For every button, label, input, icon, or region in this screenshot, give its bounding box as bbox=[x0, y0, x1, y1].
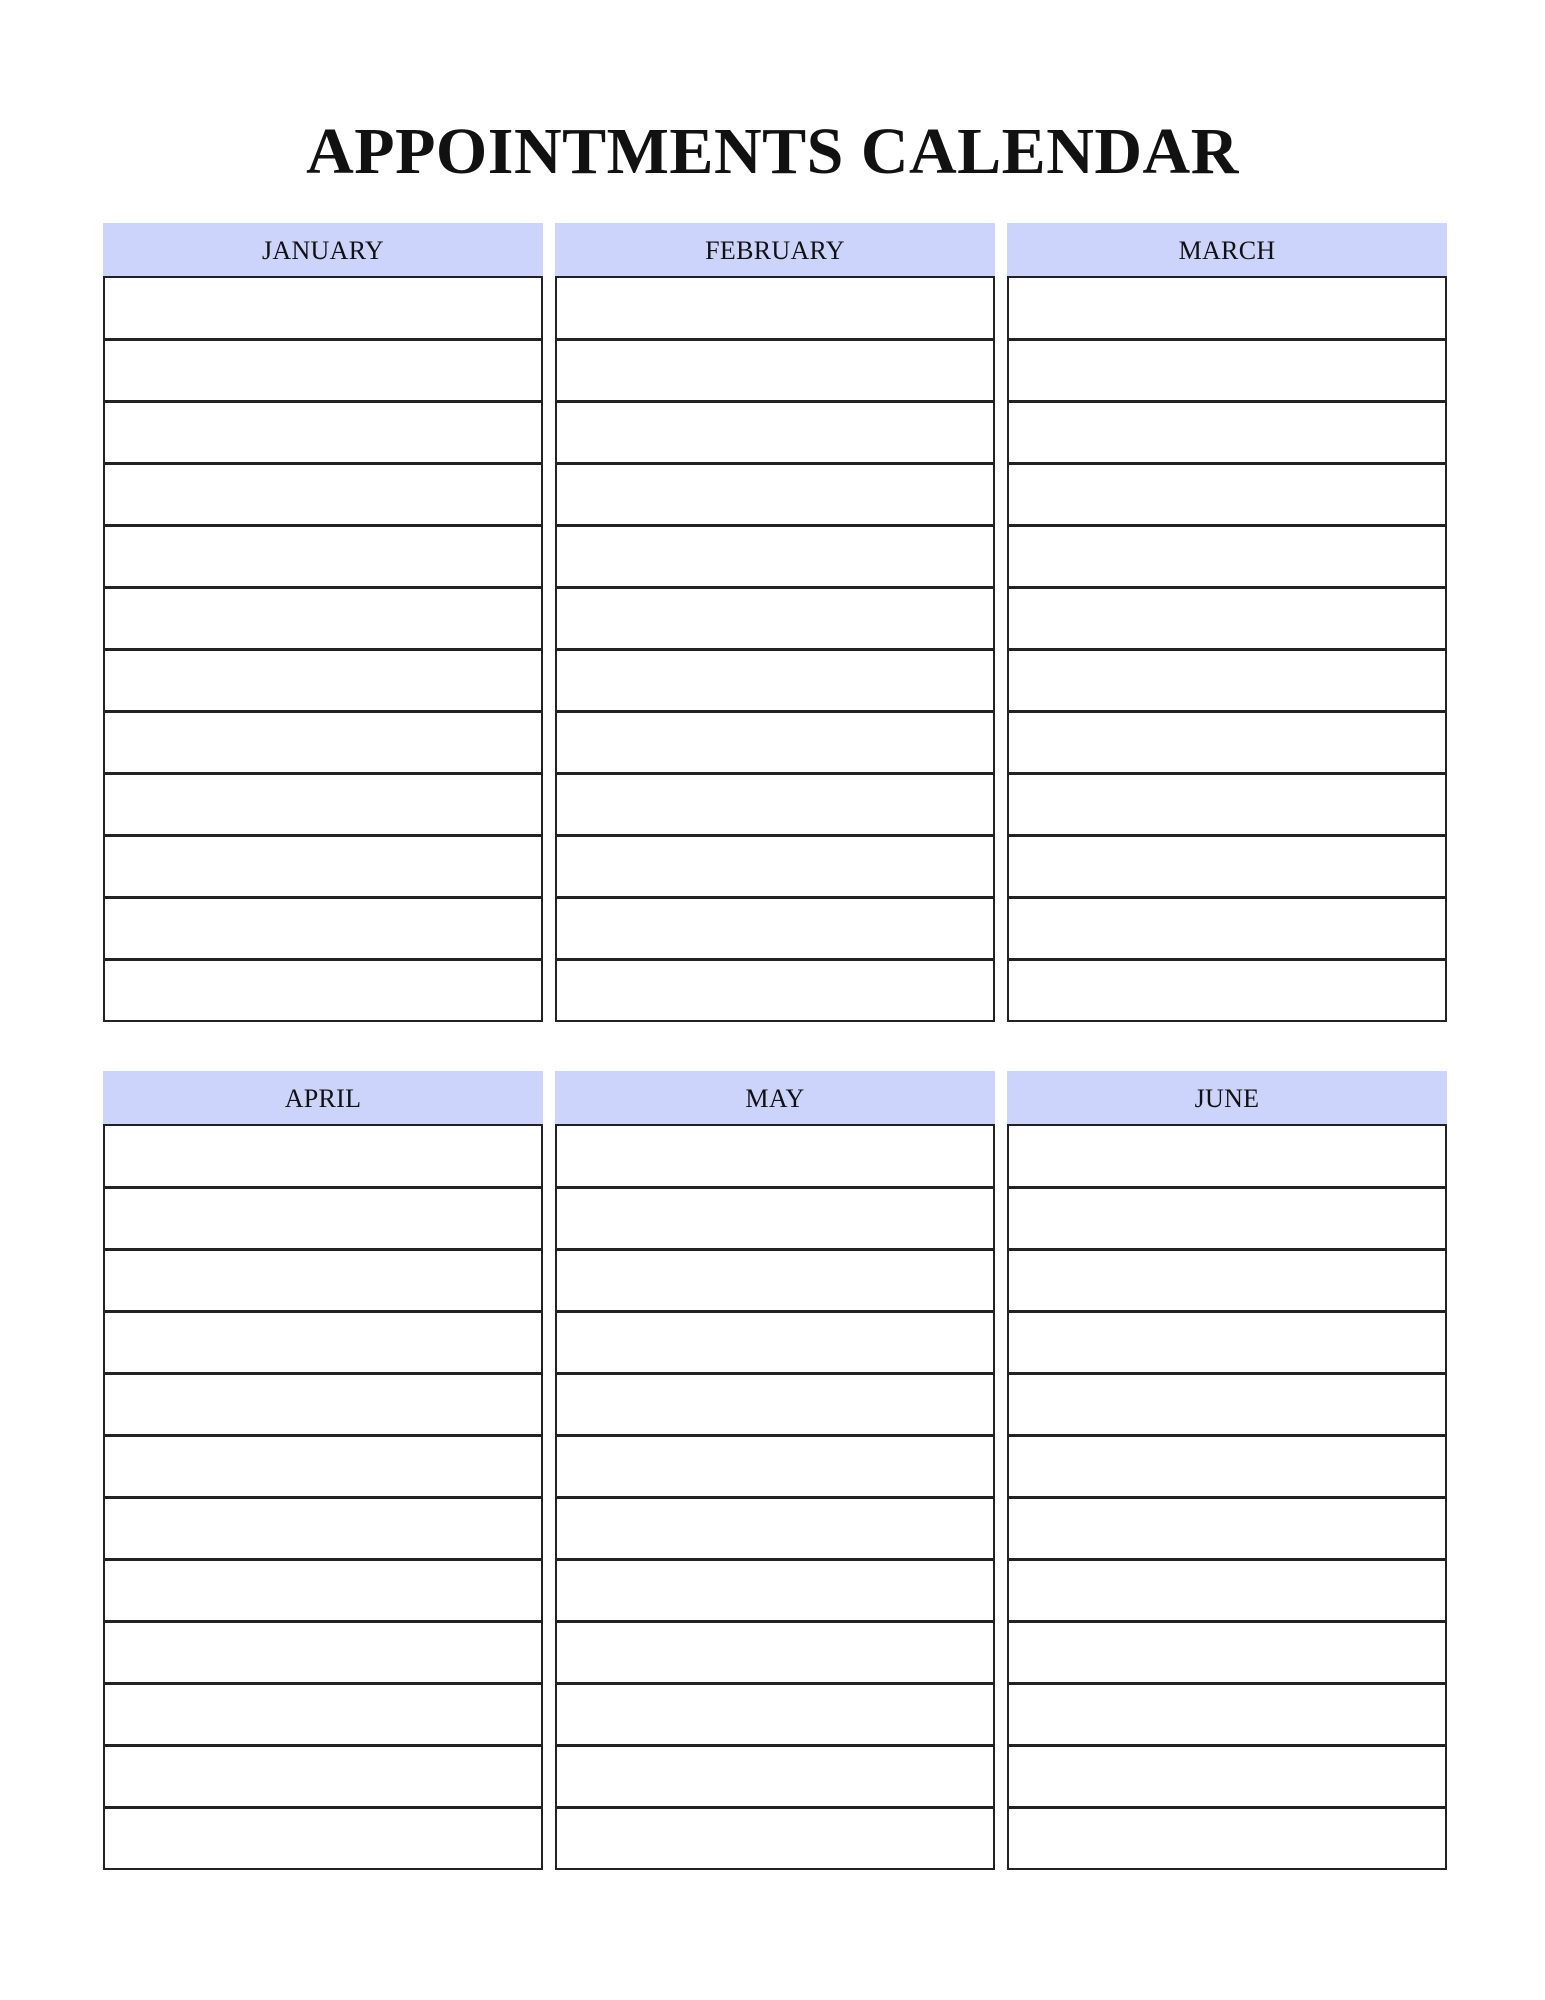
appointment-slot[interactable] bbox=[1007, 1684, 1447, 1746]
appointment-slot[interactable] bbox=[1007, 1746, 1447, 1808]
month-header: MARCH bbox=[1007, 223, 1447, 278]
month-header: JUNE bbox=[1007, 1071, 1447, 1126]
appointment-slot[interactable] bbox=[103, 960, 543, 1022]
month-row-top bbox=[103, 223, 1447, 1022]
appointment-slot[interactable] bbox=[1007, 588, 1447, 650]
appointment-slot[interactable] bbox=[103, 898, 543, 960]
appointment-slot[interactable] bbox=[103, 836, 543, 898]
appointment-slot[interactable] bbox=[1007, 836, 1447, 898]
appointment-slot[interactable] bbox=[555, 464, 995, 526]
appointment-slot[interactable] bbox=[555, 526, 995, 588]
appointment-slot[interactable] bbox=[103, 1808, 543, 1870]
appointment-slot[interactable] bbox=[555, 1746, 995, 1808]
month-block-february bbox=[555, 223, 995, 1022]
appointment-slot[interactable] bbox=[103, 1436, 543, 1498]
appointment-slot[interactable] bbox=[103, 340, 543, 402]
appointment-slot[interactable] bbox=[1007, 712, 1447, 774]
month-header: MAY bbox=[555, 1071, 995, 1126]
appointment-slot[interactable] bbox=[103, 774, 543, 836]
appointment-slot[interactable] bbox=[555, 960, 995, 1022]
appointment-slots bbox=[103, 278, 543, 1022]
appointment-slots bbox=[1007, 1126, 1447, 1870]
month-header: APRIL bbox=[103, 1071, 543, 1126]
month-block-march bbox=[1007, 223, 1447, 1022]
appointment-slot[interactable] bbox=[103, 402, 543, 464]
appointment-slot[interactable] bbox=[1007, 1622, 1447, 1684]
appointment-slot[interactable] bbox=[1007, 1560, 1447, 1622]
appointment-slot[interactable] bbox=[555, 1312, 995, 1374]
month-header: FEBRUARY bbox=[555, 223, 995, 278]
appointment-slot[interactable] bbox=[555, 1250, 995, 1312]
appointment-slot[interactable] bbox=[1007, 650, 1447, 712]
appointment-slot[interactable] bbox=[103, 1684, 543, 1746]
appointment-slot[interactable] bbox=[555, 1436, 995, 1498]
appointment-slots bbox=[103, 1126, 543, 1870]
appointment-slot[interactable] bbox=[103, 650, 543, 712]
month-block-january bbox=[103, 223, 543, 1022]
appointment-slot[interactable] bbox=[103, 1622, 543, 1684]
month-row-bottom bbox=[103, 1071, 1447, 1870]
appointment-slot[interactable] bbox=[103, 1746, 543, 1808]
month-block-april bbox=[103, 1071, 543, 1870]
appointment-slot[interactable] bbox=[555, 340, 995, 402]
page-title: APPOINTMENTS CALENDAR bbox=[306, 115, 1239, 188]
appointment-slot[interactable] bbox=[1007, 1374, 1447, 1436]
month-header: JANUARY bbox=[103, 223, 543, 278]
appointment-slot[interactable] bbox=[103, 464, 543, 526]
appointment-slot[interactable] bbox=[103, 278, 543, 340]
appointment-slot[interactable] bbox=[555, 1560, 995, 1622]
appointment-slot[interactable] bbox=[1007, 774, 1447, 836]
appointment-slots bbox=[555, 1126, 995, 1870]
appointment-slot[interactable] bbox=[1007, 960, 1447, 1022]
appointment-slot[interactable] bbox=[1007, 340, 1447, 402]
appointment-slot[interactable] bbox=[555, 1188, 995, 1250]
appointment-slot[interactable] bbox=[555, 1808, 995, 1870]
appointment-slot[interactable] bbox=[1007, 1188, 1447, 1250]
appointment-slot[interactable] bbox=[555, 1374, 995, 1436]
appointment-slot[interactable] bbox=[555, 1498, 995, 1560]
appointment-slot[interactable] bbox=[1007, 1250, 1447, 1312]
appointment-slot[interactable] bbox=[555, 588, 995, 650]
appointment-slot[interactable] bbox=[555, 1622, 995, 1684]
appointment-slot[interactable] bbox=[103, 712, 543, 774]
appointment-slot[interactable] bbox=[555, 712, 995, 774]
appointment-slot[interactable] bbox=[555, 774, 995, 836]
appointment-slot[interactable] bbox=[555, 1684, 995, 1746]
appointment-slot[interactable] bbox=[103, 1250, 543, 1312]
appointment-slot[interactable] bbox=[1007, 278, 1447, 340]
appointment-slot[interactable] bbox=[103, 1560, 543, 1622]
appointment-slot[interactable] bbox=[103, 1498, 543, 1560]
month-block-june bbox=[1007, 1071, 1447, 1870]
appointment-slot[interactable] bbox=[1007, 526, 1447, 588]
appointment-slot[interactable] bbox=[1007, 1312, 1447, 1374]
appointment-slot[interactable] bbox=[103, 526, 543, 588]
appointment-slot[interactable] bbox=[555, 1126, 995, 1188]
appointment-slot[interactable] bbox=[103, 1126, 543, 1188]
appointment-slot[interactable] bbox=[103, 1312, 543, 1374]
appointment-slot[interactable] bbox=[555, 278, 995, 340]
appointment-slot[interactable] bbox=[555, 836, 995, 898]
appointment-slot[interactable] bbox=[1007, 1808, 1447, 1870]
appointment-slot[interactable] bbox=[1007, 402, 1447, 464]
appointment-slot[interactable] bbox=[1007, 1498, 1447, 1560]
appointment-slot[interactable] bbox=[103, 1188, 543, 1250]
appointment-slot[interactable] bbox=[103, 1374, 543, 1436]
appointment-slots bbox=[555, 278, 995, 1022]
appointment-slot[interactable] bbox=[1007, 898, 1447, 960]
appointment-slot[interactable] bbox=[1007, 1126, 1447, 1188]
appointment-slot[interactable] bbox=[555, 898, 995, 960]
appointment-slot[interactable] bbox=[555, 402, 995, 464]
appointment-slot[interactable] bbox=[103, 588, 543, 650]
appointment-slot[interactable] bbox=[555, 650, 995, 712]
appointment-slot[interactable] bbox=[1007, 1436, 1447, 1498]
appointment-slots bbox=[1007, 278, 1447, 1022]
appointment-slot[interactable] bbox=[1007, 464, 1447, 526]
month-block-may bbox=[555, 1071, 995, 1870]
